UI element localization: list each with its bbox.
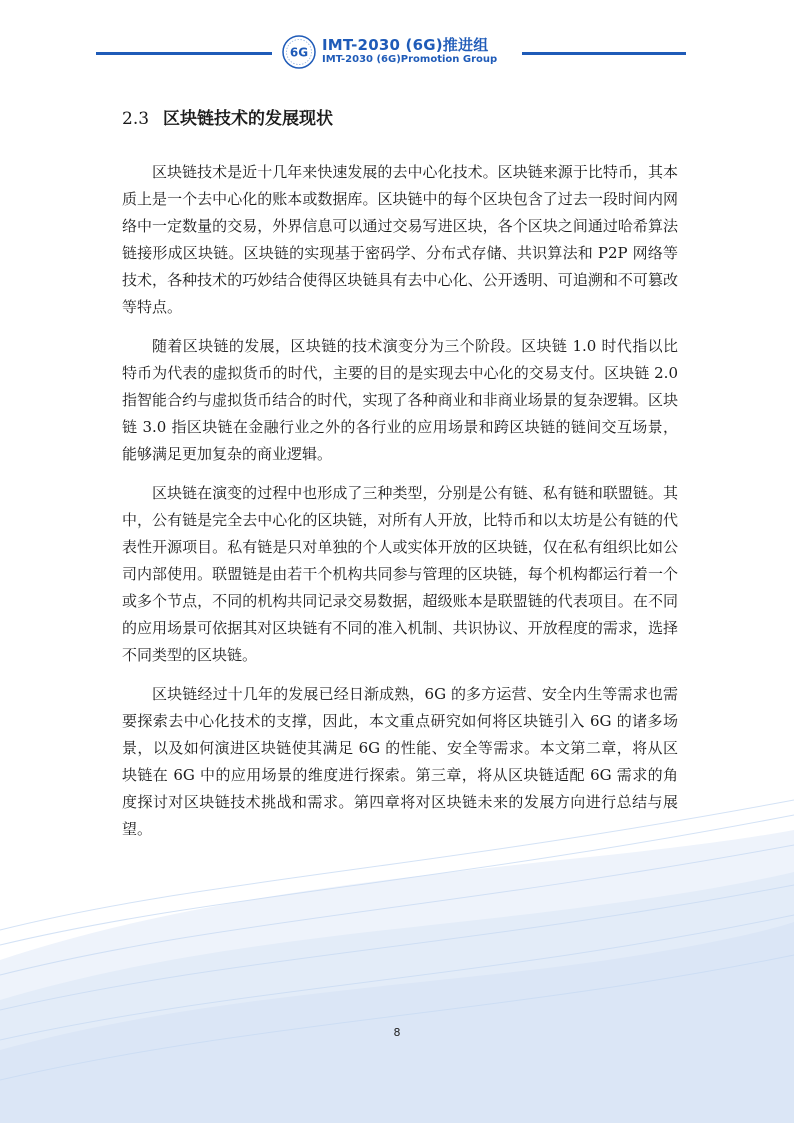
paragraph: 随着区块链的发展，区块链的技术演变分为三个阶段。区块链 1.0 时代指以比特币为代表的虚拟货币的时代，主要的目的是实现去中心化的交易支付。区块链 2.0 指智能合约与虚拟货币结合的时代，实现了各种商业和非商业场景的复杂逻辑。区块链 3.0 指区块链在金融行业之外的各行业的应用场景和跨区块链的链间交互场景，能够满足更加复杂的商业逻辑。 <box>122 337 678 463</box>
section-title: 区块链技术的发展现状 <box>163 109 334 129</box>
header-rule-right <box>522 52 686 55</box>
paragraph: 区块链经过十几年的发展已经日渐成熟，6G 的多方运营、安全内生等需求也需要探索去中心化技术的支撑，因此，本文重点研究如何将区块链引入 6G 的诸多场景，以及如何演进区块链使其满足 6G 的性能、安全等需求。本文第二章，将从区块链在 6G 中的应用场景的维度进行探索。第三章，将从区块链适配 6G 需求的角度探讨对区块链技术挑战和需求。第四章将对区块链未来的发展方向进行总结与展望。 <box>122 685 678 838</box>
page-header <box>0 30 794 76</box>
org-subtitle: IMT-2030 (6G)Promotion Group <box>322 54 498 65</box>
document-body <box>122 104 678 855</box>
section-heading <box>122 104 678 129</box>
section-number: 2.3 <box>122 109 150 129</box>
header-rule-left <box>96 52 272 55</box>
page-number: 8 <box>393 1026 401 1039</box>
paragraph: 区块链技术是近十几年来快速发展的去中心化技术。区块链来源于比特币，其本质上是一个去中心化的账本或数据库。区块链中的每个区块包含了过去一段时间内网络中一定数量的交易，外界信息可以通过交易写进区块，各个区块之间通过哈希算法链接形成区块链。区块链的实现基于密码学、分布式存储、共识算法和 P2P 网络等技术，各种技术的巧妙结合使得区块链具有去中心化、公开透明、可追溯和不可篡改等特点。 <box>122 163 678 316</box>
paragraph: 区块链在演变的过程中也形成了三种类型，分别是公有链、私有链和联盟链。其中，公有链是完全去中心化的区块链，对所有人开放，比特币和以太坊是公有链的代表性开源项目。私有链是只对单独的个人或实体开放的区块链，仅在私有组织比如公司内部使用。联盟链是由若干个机构共同参与管理的区块链，每个机构都运行着一个或多个节点，不同的机构共同记录交易数据，超级账本是联盟链的代表项目。在不同的应用场景可依据其对区块链有不同的准入机制、共识协议、开放程度的需求，选择不同类型的区块链。 <box>122 484 678 664</box>
org-title: IMT-2030 (6G)推进组 <box>322 36 489 54</box>
logo-text: 6G <box>289 45 309 60</box>
6g-logo-icon <box>282 34 316 70</box>
